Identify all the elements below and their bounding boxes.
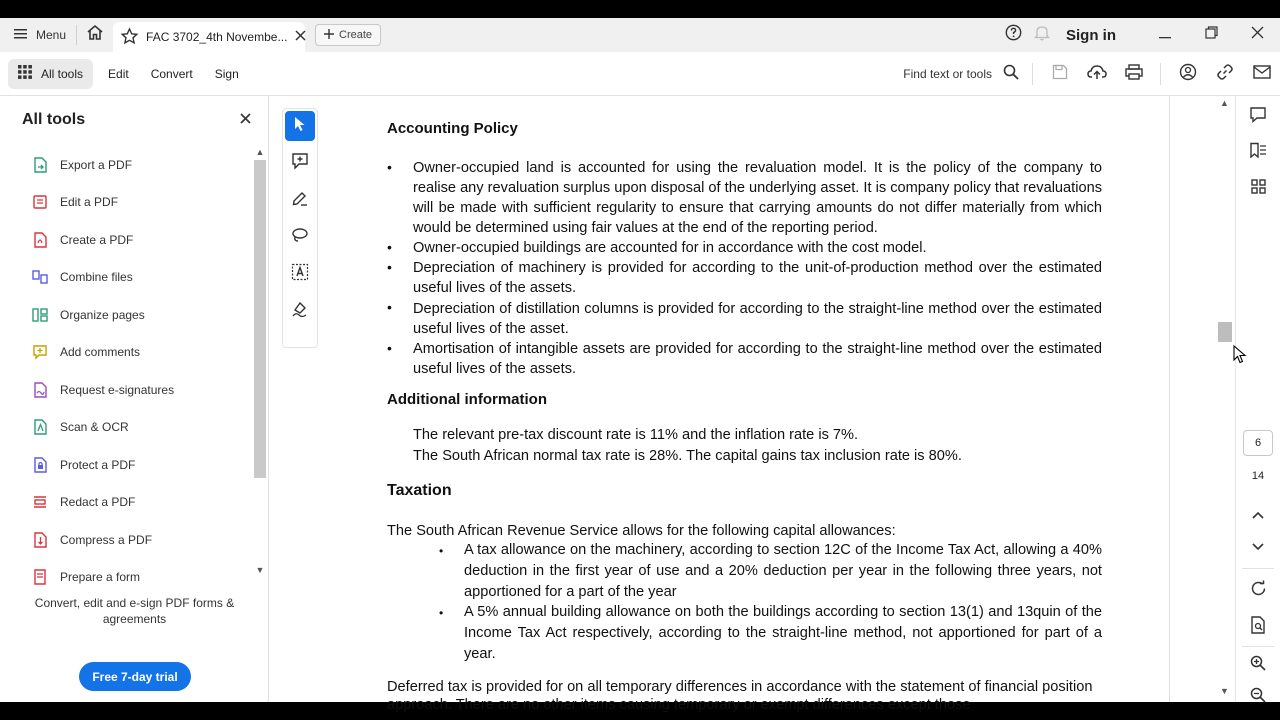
- all-tools-label: All tools: [41, 66, 84, 81]
- thumbnails-button[interactable]: [1245, 176, 1271, 202]
- quick-tools-bar: [282, 108, 318, 348]
- divider: [1242, 568, 1274, 569]
- close-window-button[interactable]: [1234, 18, 1280, 52]
- divider: [1160, 63, 1161, 85]
- close-panel-icon[interactable]: [240, 111, 251, 128]
- chevron-down-icon: [1252, 538, 1264, 556]
- current-page-input[interactable]: 6: [1243, 430, 1273, 456]
- pen-icon: [291, 189, 309, 212]
- deferred-tax-paragraph: Deferred tax is provided for on all temporary differences in accordance with the statement of financial position approach. There are no other items causing temporary or exempt differences except those: [387, 679, 1093, 713]
- tool-item-label: Request e-signatures: [60, 382, 175, 397]
- organize-pages-icon: [32, 307, 48, 323]
- tool-item-label: Scan & OCR: [60, 420, 129, 435]
- tool-item-protect-a-pdf[interactable]: [0, 446, 250, 484]
- tab-title: FAC 3702_4th Novembe...: [146, 30, 288, 44]
- comment-icon: [1249, 106, 1267, 128]
- all-tools-button[interactable]: [8, 59, 93, 89]
- link-icon: [1216, 63, 1234, 86]
- export-pdf-icon: [32, 157, 48, 173]
- upload-cloud-button[interactable]: [1078, 52, 1115, 96]
- share-user-icon: [1179, 63, 1197, 86]
- find-text-or-tools[interactable]: Find text or tools: [903, 67, 992, 81]
- tool-item-label: Redact a PDF: [60, 495, 136, 510]
- select-tool[interactable]: [285, 111, 315, 141]
- tool-item-label: Add comments: [60, 345, 141, 360]
- zoom-in-icon: [1250, 655, 1266, 676]
- promo-text: Convert, edit and e-sign PDF forms & agreements: [34, 596, 235, 626]
- sign-tool[interactable]: [285, 296, 315, 326]
- free-trial-button[interactable]: Free 7-day trial: [79, 662, 191, 691]
- taxation-bullet-2: A 5% annual building allowance on both the buildings according to section 13(1) and 13quin of the Income Tax Act respectively, according to the straight-line method, not apportioned for part of a year.: [464, 604, 1102, 662]
- save-button[interactable]: [1041, 52, 1078, 96]
- bullet-dot: •: [387, 340, 392, 356]
- sign-menu[interactable]: Sign: [214, 66, 239, 81]
- comment-plus-icon: [291, 152, 309, 175]
- create-label: Create: [339, 29, 373, 41]
- scan-ocr-icon: [32, 419, 48, 435]
- policy-bullet-4: Depreciation of distillation columns is provided for according to the straight-line method over the estimated useful lives of the asset.: [413, 301, 1102, 337]
- titlebar-right: [1005, 18, 1280, 52]
- previous-page-button[interactable]: [1245, 502, 1271, 528]
- grid-icon: [18, 65, 32, 82]
- right-rail: [1235, 96, 1280, 702]
- restore-icon: [1205, 26, 1218, 44]
- panel-scrollbar[interactable]: [253, 146, 266, 578]
- close-icon: [1251, 26, 1264, 44]
- save-icon: [1052, 64, 1068, 85]
- divider: [1032, 63, 1033, 85]
- tool-item-add-comments[interactable]: [0, 334, 250, 372]
- tool-item-label: Protect a PDF: [60, 457, 136, 472]
- comments-button[interactable]: [1245, 104, 1271, 130]
- document-scrollbar[interactable]: [1218, 96, 1232, 702]
- create-pdf-icon: [32, 232, 48, 248]
- taxation-intro: The South African Revenue Service allows for the following capital allowances:: [387, 523, 896, 539]
- bullet-dot: •: [439, 544, 444, 558]
- policy-bullet-2: Owner-occupied buildings are accounted for in accordance with the cost model.: [413, 240, 927, 256]
- title-bar: [0, 18, 1280, 52]
- heading-accounting-policy: Accounting Policy: [387, 120, 518, 137]
- tool-item-compress-a-pdf[interactable]: [0, 521, 250, 559]
- tool-item-combine-files[interactable]: [0, 259, 250, 297]
- document-viewer[interactable]: [318, 96, 1235, 713]
- tool-item-label: Prepare a form: [60, 570, 141, 585]
- bookmarks-button[interactable]: [1245, 140, 1271, 166]
- highlight-tool[interactable]: [285, 185, 315, 215]
- edit-pdf-icon: [32, 194, 48, 210]
- tool-item-label: Combine files: [60, 270, 133, 285]
- tool-item-edit-a-pdf[interactable]: [0, 184, 250, 222]
- menu-button[interactable]: [0, 18, 76, 52]
- zoom-out-icon: [1250, 687, 1266, 708]
- combine-files-icon: [32, 269, 48, 285]
- policy-bullet-3: Depreciation of machinery is provided for according to the unit-of-production method over the estimated useful lives of the assets.: [413, 260, 1102, 296]
- lasso-icon: [291, 226, 309, 249]
- scroll-thumb[interactable]: [1218, 322, 1232, 342]
- scroll-up-arrow[interactable]: ▲: [255, 147, 265, 157]
- cloud-upload-icon: [1087, 64, 1107, 85]
- toolbar-right: [903, 52, 1280, 96]
- tool-item-label: Create a PDF: [60, 232, 134, 247]
- total-pages: 14: [1251, 470, 1265, 482]
- add-comments-icon: [32, 344, 48, 360]
- copy-link-button[interactable]: [1206, 52, 1243, 96]
- bullet-dot: •: [387, 299, 392, 315]
- pdf-page: [318, 96, 1170, 713]
- email-button[interactable]: [1243, 52, 1280, 96]
- document-tab[interactable]: [113, 22, 305, 52]
- additional-line-2: The South African normal tax rate is 28%. The capital gains tax inclusion rate is 80%.: [413, 448, 962, 464]
- page-tools-button[interactable]: [1245, 614, 1271, 640]
- text-box-icon: [291, 263, 309, 286]
- text-recognition-tool[interactable]: [285, 259, 315, 289]
- tool-item-label: Compress a PDF: [60, 532, 153, 547]
- prepare-form-icon: [32, 569, 48, 585]
- tool-item-scan-ocr[interactable]: [0, 409, 250, 447]
- main-toolbar: [0, 52, 1280, 96]
- cursor-arrow-icon: [293, 116, 307, 137]
- heading-additional-information: Additional information: [387, 391, 547, 408]
- search-button[interactable]: [998, 52, 1024, 96]
- all-tools-panel: [0, 96, 269, 702]
- minimize-icon: [1159, 26, 1171, 44]
- request-esign-icon: [32, 382, 48, 398]
- create-button[interactable]: [315, 24, 381, 46]
- home-icon: [86, 24, 104, 46]
- scroll-down-arrow[interactable]: ▼: [1220, 686, 1229, 696]
- add-comment-tool[interactable]: [285, 148, 315, 178]
- scroll-up-arrow[interactable]: ▲: [1220, 98, 1229, 108]
- notifications-bell-icon[interactable]: [1034, 24, 1050, 46]
- restore-button[interactable]: [1188, 18, 1234, 52]
- tool-item-label: Edit a PDF: [60, 195, 119, 210]
- tool-item-request-e-signatures[interactable]: [0, 371, 250, 409]
- printer-icon: [1125, 64, 1143, 85]
- policy-bullet-1: Owner-occupied land is accounted for using the revaluation model. It is the policy of the company to realise any revaluation surplus upon disposal of the underlying asset. It is company policy that revaluations will be made with sufficient regularity to ensure that carrying amounts do not differ materially from which would be determined using fair values at the end of the reporting period.: [413, 160, 1102, 236]
- acrobat-window: [0, 18, 1280, 713]
- tool-list: [0, 146, 250, 585]
- redact-pdf-icon: [32, 494, 48, 510]
- bullet-dot: •: [387, 239, 392, 255]
- tool-item-export-a-pdf[interactable]: [0, 146, 250, 184]
- rotate-button[interactable]: [1245, 578, 1271, 604]
- rotate-icon: [1250, 580, 1267, 602]
- scroll-thumb[interactable]: [254, 160, 266, 478]
- close-tab-icon[interactable]: [295, 30, 306, 44]
- tool-item-prepare-a-form[interactable]: [0, 559, 250, 597]
- thumbnails-grid-icon: [1251, 179, 1266, 199]
- print-button[interactable]: [1115, 52, 1152, 96]
- zoom-in-button[interactable]: [1245, 652, 1271, 678]
- envelope-icon: [1253, 65, 1271, 84]
- compress-pdf-icon: [32, 532, 48, 548]
- tool-item-organize-pages[interactable]: [0, 296, 250, 334]
- help-icon[interactable]: [1005, 24, 1022, 46]
- search-icon: [1003, 64, 1019, 85]
- panel-title: All tools: [22, 111, 86, 128]
- home-button[interactable]: [77, 18, 113, 52]
- heading-taxation: Taxation: [387, 482, 452, 499]
- protect-pdf-icon: [32, 457, 48, 473]
- bookmark-icon: [1249, 142, 1267, 164]
- tool-item-create-a-pdf[interactable]: [0, 221, 250, 259]
- document-search-icon: [1250, 616, 1266, 639]
- hamburger-icon: [14, 28, 28, 43]
- additional-line-1: The relevant pre-tax discount rate is 11% and the inflation rate is 7%.: [413, 427, 859, 443]
- tool-item-label: Export a PDF: [60, 157, 133, 172]
- tool-item-label: Organize pages: [60, 307, 145, 322]
- plus-icon: [324, 29, 334, 42]
- share-user-button[interactable]: [1169, 52, 1206, 96]
- convert-menu[interactable]: Convert: [150, 66, 193, 81]
- bullet-dot: •: [387, 159, 392, 175]
- taxation-bullet-1: A tax allowance on the machinery, according to section 12C of the Income Tax Act, allowing a 40% deduction in the first year of use and a 20% deduction per year in the following three years, not apportioned for a part of the year: [464, 542, 1102, 600]
- sign-in-button[interactable]: Sign in: [1066, 26, 1116, 44]
- bullet-dot: •: [439, 606, 444, 620]
- star-icon[interactable]: [121, 28, 138, 47]
- next-page-button[interactable]: [1245, 534, 1271, 560]
- draw-tool[interactable]: [285, 222, 315, 252]
- chevron-up-icon: [1252, 506, 1264, 524]
- divider: [1242, 646, 1274, 647]
- menu-label: Menu: [36, 28, 67, 42]
- edit-menu[interactable]: Edit: [108, 66, 129, 81]
- tool-item-redact-a-pdf[interactable]: [0, 484, 250, 522]
- policy-bullet-5: Amortisation of intangible assets are provided for according to the straight-line method over the estimated useful lives of the assets.: [413, 341, 1102, 377]
- bullet-dot: •: [387, 259, 392, 275]
- minimize-button[interactable]: [1142, 18, 1188, 52]
- mouse-pointer-icon: [1233, 345, 1247, 370]
- scroll-down-arrow[interactable]: ▼: [255, 565, 265, 575]
- zoom-out-button[interactable]: [1245, 684, 1271, 710]
- fill-sign-icon: [291, 300, 309, 323]
